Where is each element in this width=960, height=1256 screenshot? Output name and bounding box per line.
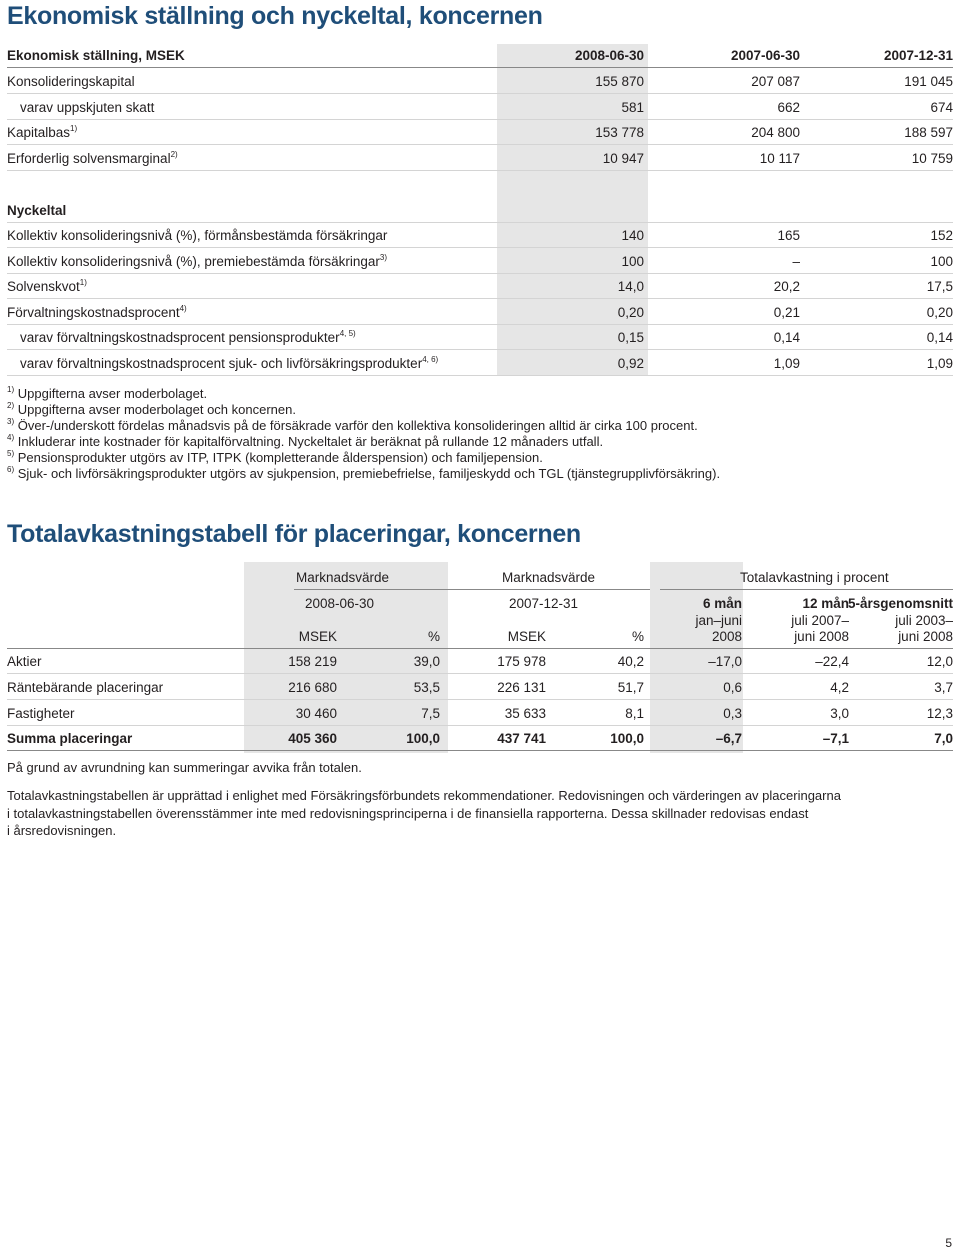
table-cell: 226 131 xyxy=(497,680,546,695)
header-return-period: 5-årsgenomsnitt xyxy=(847,596,953,611)
table-row-label: Erforderlig solvensmarginal$^{2)}$ xyxy=(7,150,178,166)
table-cell: 158 219 xyxy=(288,654,337,669)
table-cell: 0,20 xyxy=(617,305,644,320)
table-row-label: Aktier xyxy=(7,654,42,669)
table-cell: 191 045 xyxy=(904,74,953,89)
header-market-value-1: Marknadsvärde xyxy=(296,570,390,585)
table-cell: 662 xyxy=(777,100,800,115)
table-cell: 51,7 xyxy=(617,680,644,695)
table-cell: 100 xyxy=(621,254,644,269)
header-return-period: juni 2008 xyxy=(898,629,953,644)
table-row-label: Konsolideringskapital xyxy=(7,74,135,89)
header-return-period: 2008 xyxy=(711,629,742,644)
section2-title: Totalavkastningstabell för placeringar, koncernen xyxy=(7,520,581,548)
table-cell: 155 870 xyxy=(595,74,644,89)
table-cell: 12,3 xyxy=(926,706,953,721)
header-return-period: juni 2008 xyxy=(794,629,849,644)
table-row-label: Fastigheter xyxy=(7,706,75,721)
table-cell: 0,20 xyxy=(926,305,953,320)
table-cell: 10 759 xyxy=(911,151,953,166)
note-line: Totalavkastningstabellen är upprättad i enlighet med Försäkringsförbundets rekommendationer. Redovisningen och värderingen av placeringarna xyxy=(7,788,841,803)
table-cell: 175 978 xyxy=(497,654,546,669)
table-row-label: Solvenskvot$^{1)}$ xyxy=(7,278,87,294)
table-cell: 581 xyxy=(621,100,644,115)
table-cell: 39,0 xyxy=(413,654,440,669)
table-cell: 0,21 xyxy=(773,305,800,320)
rounding-note: På grund av avrundning kan summeringar avvika från totalen. xyxy=(7,760,362,775)
total-cell: –6,7 xyxy=(715,731,742,746)
table-cell: 10 947 xyxy=(602,151,644,166)
table-cell: – xyxy=(792,254,800,269)
table-cell: 204 800 xyxy=(751,125,800,140)
unit-pct-2: % xyxy=(631,629,644,644)
table-row-label: Förvaltningskostnadsprocent$^{4)}$ xyxy=(7,304,187,320)
total-cell: 7,0 xyxy=(934,731,953,746)
table-cell: 20,2 xyxy=(773,279,800,294)
table-cell: 0,14 xyxy=(773,330,800,345)
table-cell: 53,5 xyxy=(413,680,440,695)
header-return-period: juli 2007– xyxy=(791,612,849,628)
unit-msek-2: MSEK xyxy=(507,629,546,644)
note-line: i årsredovisningen. xyxy=(7,823,117,838)
table-cell: 4,2 xyxy=(830,680,849,695)
table-header-col-1: 2007-06-30 xyxy=(730,48,800,63)
table-cell: 3,7 xyxy=(934,680,953,695)
header-total-return: Totalavkastning i procent xyxy=(740,570,889,585)
header-date-1: 2008-06-30 xyxy=(305,596,375,611)
table-cell: 0,6 xyxy=(723,680,742,695)
table-header-label: Ekonomisk ställning, MSEK xyxy=(7,48,185,63)
table-cell: 8,1 xyxy=(625,706,644,721)
footnote: $^{3)}$ Över-/underskott fördelas månadsvis på de försäkrade varför den kollektiva konsolideringen alltid är cirka 100 procent. xyxy=(7,417,698,433)
table-row-label: Kapitalbas$^{1)}$ xyxy=(7,124,78,140)
footnote: $^{4)}$ Inkluderar inte kostnader för kapitalförvaltning. Nyckeltalet är beräknat på rullande 12 månaders utfall. xyxy=(7,433,604,449)
unit-pct-1: % xyxy=(427,629,440,644)
table-cell: 1,09 xyxy=(926,356,953,371)
header-date-2: 2007-12-31 xyxy=(509,596,579,611)
table-cell: 1,09 xyxy=(773,356,800,371)
table-cell: 30 460 xyxy=(295,706,337,721)
table-cell: 153 778 xyxy=(595,125,644,140)
page-number: 5 xyxy=(945,1236,952,1250)
table-cell: 207 087 xyxy=(751,74,800,89)
table-cell: 100 xyxy=(930,254,953,269)
table-cell: 165 xyxy=(777,228,800,243)
total-cell: 100,0 xyxy=(610,731,644,746)
total-cell: 100,0 xyxy=(406,731,440,746)
table-cell: 674 xyxy=(930,100,953,115)
table-cell: 0,14 xyxy=(926,330,953,345)
table-cell: 188 597 xyxy=(904,125,953,140)
table-cell: 152 xyxy=(930,228,953,243)
table-cell: 140 xyxy=(621,228,644,243)
table-cell: 0,92 xyxy=(617,356,644,371)
table-cell: 12,0 xyxy=(926,654,953,669)
total-cell: 437 741 xyxy=(497,731,546,746)
section1-title: Ekonomisk ställning och nyckeltal, koncernen xyxy=(7,2,543,30)
table-cell: –17,0 xyxy=(708,654,742,669)
table-row-label: Kollektiv konsolideringsnivå (%), förmånsbestämda försäkringar xyxy=(7,228,388,243)
header-return-period: jan–juni xyxy=(695,612,742,628)
table-row-label: Räntebärande placeringar xyxy=(7,680,164,695)
table-header-col-2: 2007-12-31 xyxy=(883,48,953,63)
nyckeltal-heading: Nyckeltal xyxy=(7,203,67,218)
footnote: $^{1)}$ Uppgifterna avser moderbolaget. xyxy=(7,385,208,401)
header-return-period: 12 mån xyxy=(802,596,849,611)
table-cell: 216 680 xyxy=(288,680,337,695)
table-row-label: varav förvaltningskostnadsprocent pensionsprodukter$^{4, 5)}$ xyxy=(20,329,356,345)
total-row-label: Summa placeringar xyxy=(7,731,133,746)
note-line: i totalavkastningstabellen överensstämmer inte med redovisningsprinciperna i de finansiella rapporterna. Dessa skillnader redovisas endast xyxy=(7,805,809,821)
table-row-label: Kollektiv konsolideringsnivå (%), premiebestämda försäkringar$^{3)}$ xyxy=(7,253,388,269)
table-header-col-0: 2008-06-30 xyxy=(574,48,644,63)
table-cell: 0,3 xyxy=(723,706,742,721)
header-market-value-2: Marknadsvärde xyxy=(502,570,596,585)
table-cell: 14,0 xyxy=(617,279,644,294)
table-cell: 7,5 xyxy=(421,706,440,721)
table-cell: 40,2 xyxy=(617,654,644,669)
unit-msek-1: MSEK xyxy=(298,629,337,644)
footnote: $^{2)}$ Uppgifterna avser moderbolaget och koncernen. xyxy=(7,401,296,417)
header-return-period: 6 mån xyxy=(702,596,742,611)
header-return-period: juli 2003– xyxy=(895,612,953,628)
table-cell: 3,0 xyxy=(830,706,849,721)
total-cell: –7,1 xyxy=(822,731,849,746)
table-row-label: varav uppskjuten skatt xyxy=(20,100,155,115)
total-cell: 405 360 xyxy=(288,731,337,746)
table-cell: –22,4 xyxy=(815,654,849,669)
footnote: $^{6)}$ Sjuk- och livförsäkringsprodukter utgörs av sjukpension, premiebefrielse, familjeskydd och TGL (tjänstegrupplivförsäkring). xyxy=(7,465,721,481)
table-cell: 35 633 xyxy=(504,706,546,721)
footnote: $^{5)}$ Pensionsprodukter utgörs av ITP, ITPK (kompletterande ålderspension) och familjepension. xyxy=(7,449,543,465)
table-cell: 17,5 xyxy=(926,279,953,294)
table-cell: 10 117 xyxy=(759,151,800,166)
table-row-label: varav förvaltningskostnadsprocent sjuk- och livförsäkringsprodukter$^{4, 6)}$ xyxy=(20,355,439,371)
table-cell: 0,15 xyxy=(617,330,644,345)
